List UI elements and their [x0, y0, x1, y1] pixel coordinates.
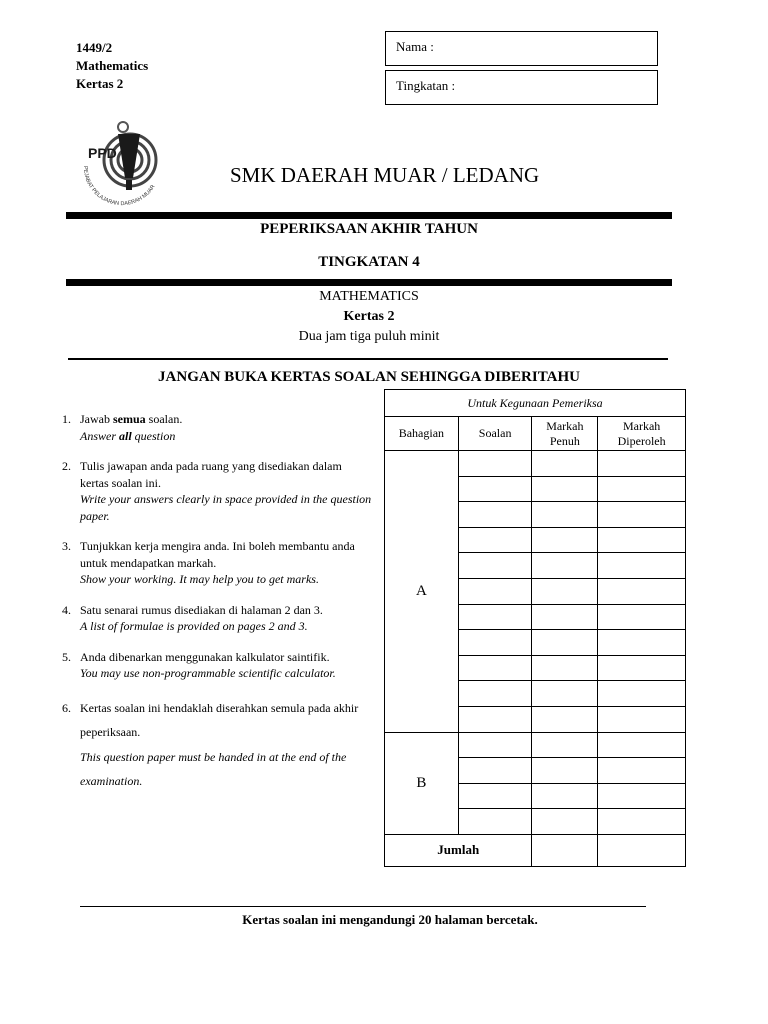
col-header-question: Soalan: [458, 417, 532, 451]
mark-cell[interactable]: [458, 451, 532, 477]
mark-cell[interactable]: [458, 604, 532, 630]
section-a-label: A: [385, 451, 459, 733]
mark-cell[interactable]: [458, 502, 532, 528]
mark-cell[interactable]: [458, 553, 532, 579]
name-label: Nama :: [396, 39, 434, 54]
divider: [66, 212, 672, 219]
mark-cell[interactable]: [598, 527, 686, 553]
mark-cell[interactable]: [532, 809, 598, 835]
mark-cell[interactable]: [458, 578, 532, 604]
mark-cell[interactable]: [598, 604, 686, 630]
paper-code-block: [76, 39, 148, 93]
school-name: SMK DAERAH MUAR / LEDANG: [230, 163, 540, 187]
mark-cell[interactable]: [598, 655, 686, 681]
col-header-section: Bahagian: [385, 417, 459, 451]
exam-title: PEPERIKSAAN AKHIR TAHUN: [260, 221, 478, 237]
divider: [68, 358, 668, 360]
name-field[interactable]: [385, 31, 658, 66]
page-count-note: Kertas soalan ini mengandungi 20 halaman bercetak.: [242, 912, 538, 927]
mark-cell[interactable]: [532, 630, 598, 656]
mark-cell[interactable]: [532, 783, 598, 809]
mark-cell[interactable]: [532, 553, 598, 579]
mark-cell[interactable]: [532, 758, 598, 784]
footer-divider: [80, 906, 646, 907]
total-label: Jumlah: [385, 834, 532, 866]
mark-cell[interactable]: [598, 502, 686, 528]
exam-subject: MATHEMATICS: [319, 289, 419, 304]
mark-cell[interactable]: [598, 732, 686, 758]
total-full-cell[interactable]: [532, 834, 598, 866]
instruction-item: 3. Tunjukkan kerja mengira anda. Ini boleh membantu anda untuk mendapatkan markah. Show your working. It may help you to get marks.: [62, 539, 355, 586]
mark-cell[interactable]: [598, 553, 686, 579]
warning-notice: JANGAN BUKA KERTAS SOALAN SEHINGGA DIBERITAHU: [158, 369, 580, 385]
mark-cell[interactable]: [598, 681, 686, 707]
mark-cell[interactable]: [532, 681, 598, 707]
mark-cell[interactable]: [532, 578, 598, 604]
instruction-item: 1. Jawab semua soalan. Answer all question: [62, 412, 183, 443]
mark-cell[interactable]: [532, 732, 598, 758]
instruction-item: 5. Anda dibenarkan menggunakan kalkulator saintifik. You may use non-programmable scientific calculator.: [62, 649, 336, 680]
exam-paper: Kertas 2: [343, 309, 395, 324]
mark-cell[interactable]: [458, 527, 532, 553]
form-field[interactable]: [385, 70, 658, 105]
mark-cell[interactable]: [458, 758, 532, 784]
logo-caption: PEJABAT PELAJARAN DAERAH MUAR: [81, 165, 157, 208]
mark-cell[interactable]: [458, 732, 532, 758]
mark-cell[interactable]: [458, 681, 532, 707]
ppd-logo: [78, 118, 168, 208]
mark-cell[interactable]: [458, 476, 532, 502]
col-header-full-marks: Markah Penuh: [532, 417, 598, 451]
paper-subject: Mathematics: [76, 58, 149, 73]
table-caption: Untuk Kegunaan Pemeriksa: [385, 390, 686, 417]
exam-form: TINGKATAN 4: [318, 254, 420, 270]
exam-duration: Dua jam tiga puluh minit: [298, 329, 440, 344]
mark-cell[interactable]: [532, 655, 598, 681]
mark-cell[interactable]: [598, 451, 686, 477]
instruction-item: 2. Tulis jawapan anda pada ruang yang disediakan dalam kertas soalan ini. Write your answers clearly in space provided in the question paper.: [62, 459, 372, 523]
mark-cell[interactable]: [598, 758, 686, 784]
mark-cell[interactable]: [598, 809, 686, 835]
instructions-list: [62, 411, 372, 808]
mark-cell[interactable]: [532, 502, 598, 528]
mark-cell[interactable]: [598, 706, 686, 732]
mark-cell[interactable]: [532, 476, 598, 502]
instruction-item: 6. Kertas soalan ini hendaklah diserahkan semula pada akhir peperiksaan. This question paper must be handed in at the end of the examination.: [62, 700, 359, 788]
logo-text: PPD: [88, 145, 117, 161]
mark-cell[interactable]: [458, 630, 532, 656]
mark-cell[interactable]: [532, 604, 598, 630]
instruction-item: 4. Satu senarai rumus disediakan di halaman 2 dan 3. A list of formulae is provided on pages 2 and 3.: [62, 602, 323, 633]
mark-cell[interactable]: [458, 706, 532, 732]
total-obtained-cell[interactable]: [598, 834, 686, 866]
mark-cell[interactable]: [598, 578, 686, 604]
form-label: Tingkatan :: [396, 78, 456, 93]
mark-cell[interactable]: [458, 809, 532, 835]
mark-cell[interactable]: [532, 706, 598, 732]
mark-cell[interactable]: [458, 655, 532, 681]
mark-cell[interactable]: [532, 527, 598, 553]
ppd-logo-icon: [78, 118, 168, 208]
divider: [66, 279, 672, 286]
mark-cell[interactable]: [598, 783, 686, 809]
mark-cell[interactable]: [598, 630, 686, 656]
col-header-marks-obtained: Markah Diperoleh: [598, 417, 686, 451]
section-b-label: B: [385, 732, 459, 834]
examiner-table: [384, 389, 686, 867]
mark-cell[interactable]: [532, 451, 598, 477]
paper-number: Kertas 2: [76, 76, 124, 91]
paper-code: 1449/2: [76, 40, 113, 55]
mark-cell[interactable]: [458, 783, 532, 809]
mark-cell[interactable]: [598, 476, 686, 502]
